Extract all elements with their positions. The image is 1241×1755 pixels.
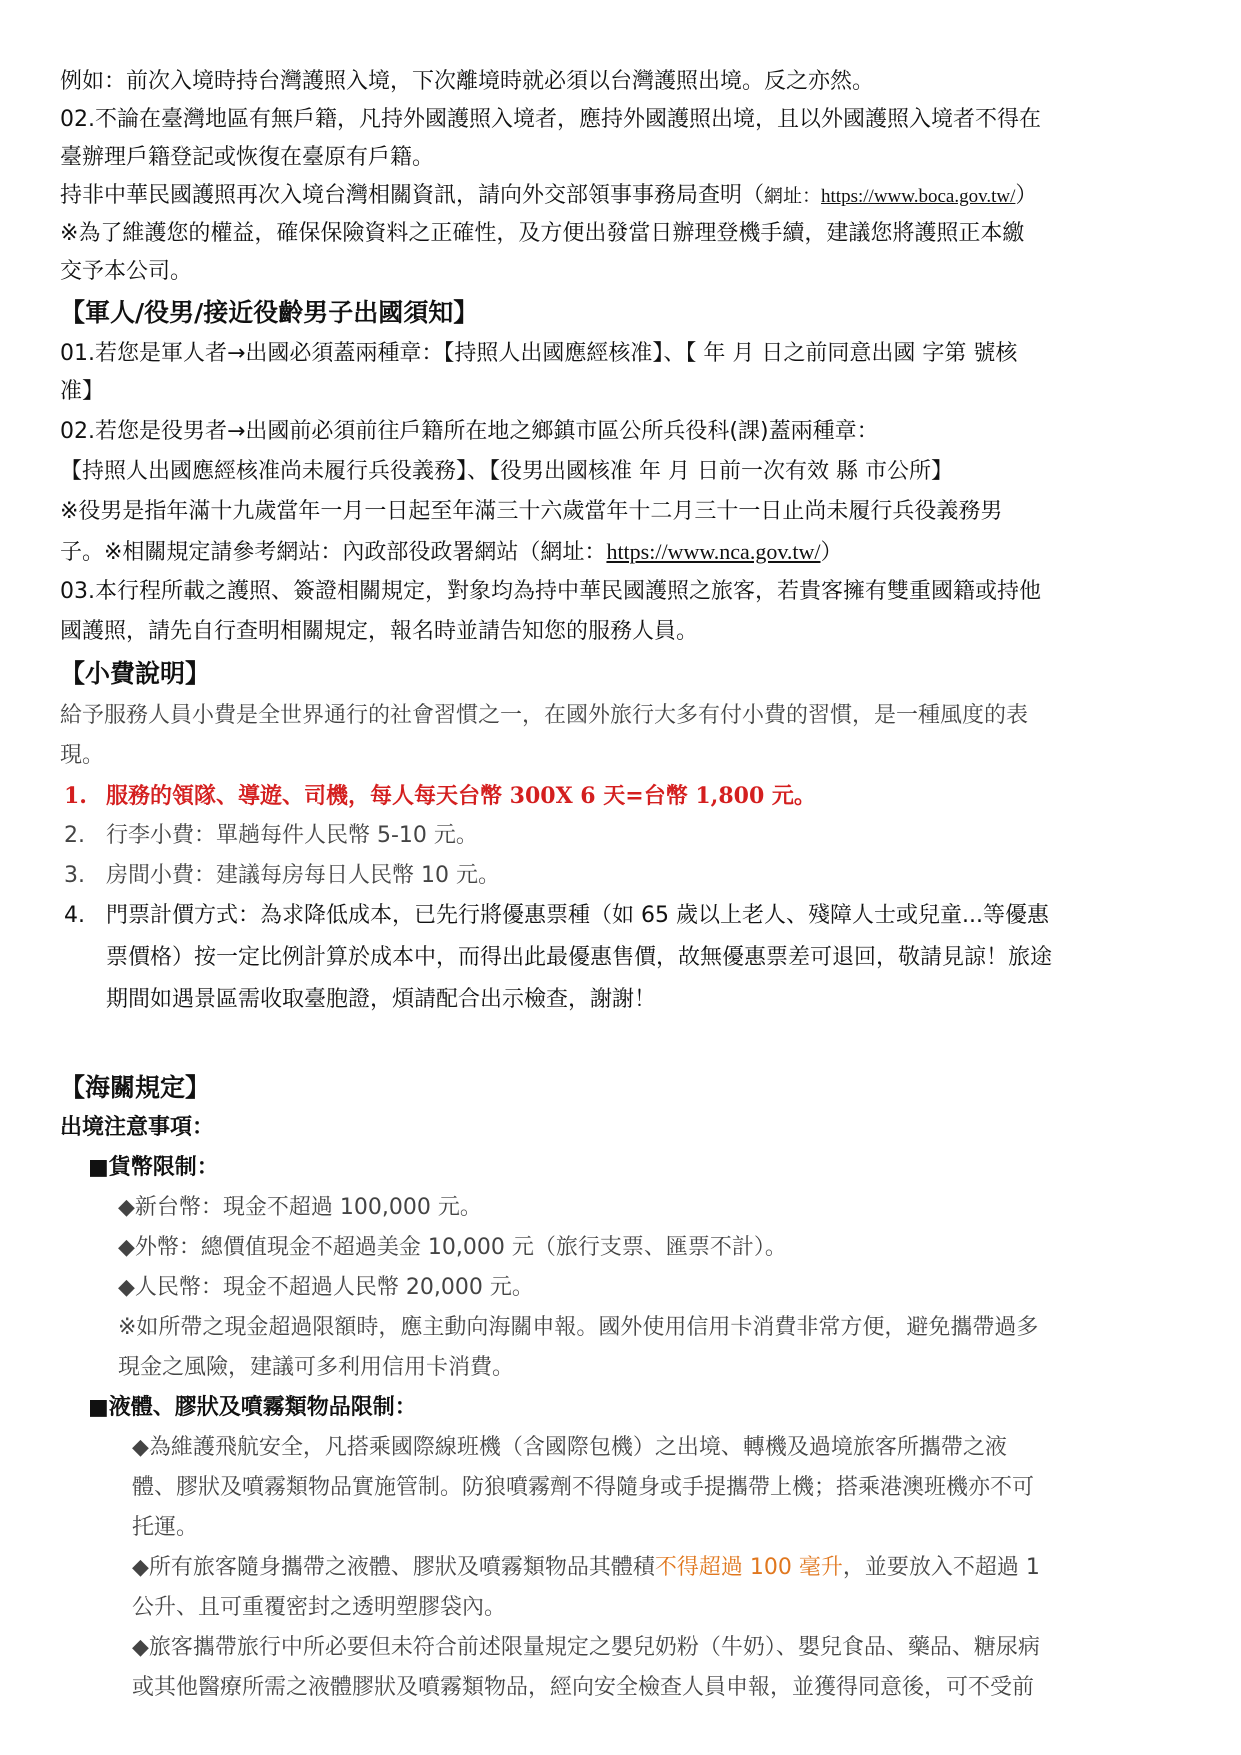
liquids-rule-3-line2: 或其他醫療所需之液體膠狀及噴霧類物品，經向安全檢查人員申報，並獲得同意後，可不受前 [132, 1675, 1035, 1700]
tips-item-4-line2: 票價格）按一定比例計算於成本中，而得出此最優惠售價，故無優惠票差可退回，敬請見諒！旅途 [106, 945, 1053, 970]
tips-intro-line1: 給予服務人員小費是全世界通行的社會習慣之一，在國外旅行大多有付小費的習慣，是一種風度的表 [60, 703, 1029, 728]
currency-limit-heading: ■貨幣限制： [88, 1155, 219, 1180]
liquids-rule-2-line2: 公升、且可重覆密封之透明塑膠袋內。 [132, 1595, 507, 1620]
nca-link[interactable]: https://www.nca.gov.tw/ [606, 539, 821, 564]
currency-note-line1: ※如所帶之現金超過限額時，應主動向海關申報。國外使用信用卡消費非常方便，避免攜帶過多 [118, 1315, 1039, 1340]
tips-section-title: 【小費說明】 [60, 659, 211, 688]
boca-info-line: 持非中華民國護照再次入境台灣相關資訊，請向外交部領事事務局查明（網址：https://www.boca.gov.tw/） [60, 183, 1038, 208]
liquid-volume-limit-highlight: 不得超過 100 毫升 [654, 1555, 843, 1580]
military-section-title: 【軍人/役男/接近役齡男子出國須知】 [60, 298, 479, 327]
liquids-rule-3-line1: ◆旅客攜帶旅行中所必要但未符合前述限量規定之嬰兒奶粉（牛奶）、嬰兒食品、藥品、糖尿病 [132, 1635, 1040, 1660]
passport-rule-02-line1: 02.不論在臺灣地區有無戶籍，凡持外國護照入境者，應持外國護照出境，且以外國護照入境者不得在 [60, 107, 1041, 132]
currency-rmb: ◆人民幣：現金不超過人民幣 20,000 元。 [118, 1275, 534, 1300]
passport-original-note-line2: 交予本公司。 [60, 259, 193, 284]
liquids-limit-heading: ■液體、膠狀及噴霧類物品限制： [88, 1395, 417, 1420]
military-rule-02-line2: 【持照人出國應經核准尚未履行兵役義務】、【役男出國核准 年 月 日前一次有效 縣 市公所】 [60, 459, 953, 484]
conscript-definition-line2: 子。※相關規定請參考網站：內政部役政署網站（網址：https://www.nca.gov.tw/） [60, 539, 843, 565]
departure-notes-heading: 出境注意事項： [60, 1115, 215, 1140]
passport-original-note-line1: ※為了維護您的權益，確保保險資料之正確性，及方便出發當日辦理登機手續，建議您將護照正本繳 [60, 221, 1025, 246]
liquids-rule-2-line1: ◆所有旅客隨身攜帶之液體、膠狀及噴霧類物品其體積不得超過 100 毫升，並要放入不超過 1 [132, 1555, 1040, 1580]
liquids-rule-1-line3: 托運。 [132, 1515, 199, 1540]
military-rule-01-line2: 准】 [60, 379, 105, 404]
tips-item-1: 1. 服務的領隊、導遊、司機，每人每天台幣 300X 6 天=台幣 1,800 元。 [64, 783, 816, 809]
tips-item-4: 4. 門票計價方式：為求降低成本，已先行將優惠票種（如 65 歲以上老人、殘障人士或兒童...等優惠 [64, 903, 1049, 928]
tips-item-4-line3: 期間如遇景區需收取臺胞證，煩請配合出示檢查，謝謝！ [106, 987, 657, 1012]
currency-foreign: ◆外幣：總價值現金不超過美金 10,000 元（旅行支票、匯票不計）。 [118, 1235, 787, 1260]
tips-item-2: 2. 行李小費：單趟每件人民幣 5-10 元。 [64, 823, 478, 848]
passport-rule-example: 例如：前次入境時持台灣護照入境，下次離境時就必須以台灣護照出境。反之亦然。 [60, 69, 875, 94]
tips-intro-line2: 現。 [60, 743, 105, 768]
military-rule-03-line2: 國護照，請先自行查明相關規定，報名時並請告知您的服務人員。 [60, 619, 699, 644]
tips-item-3: 3. 房間小費：建議每房每日人民幣 10 元。 [64, 863, 500, 888]
customs-section-title: 【海關規定】 [60, 1073, 211, 1102]
military-rule-02-line1: 02.若您是役男者→出國前必須前往戶籍所在地之鄉鎮市區公所兵役科(課)蓋兩種章： [60, 419, 879, 444]
military-rule-01-line1: 01.若您是軍人者→出國必須蓋兩種章：【持照人出國應經核准】、【 年 月 日之前同意出國 字第 號核 [60, 341, 1018, 366]
conscript-definition-line1: ※役男是指年滿十九歲當年一月一日起至年滿三十六歲當年十二月三十一日止尚未履行兵役義務男 [60, 499, 1003, 524]
currency-note-line2: 現金之風險，建議可多利用信用卡消費。 [118, 1355, 515, 1380]
liquids-rule-1-line1: ◆為維護飛航安全，凡搭乘國際線班機（含國際包機）之出境、轉機及過境旅客所攜帶之液 [132, 1435, 1007, 1460]
liquids-rule-1-line2: 體、膠狀及噴霧類物品實施管制。防狼噴霧劑不得隨身或手提攜帶上機；搭乘港澳班機亦不可 [132, 1475, 1035, 1500]
currency-ntd: ◆新台幣：現金不超過 100,000 元。 [118, 1195, 482, 1220]
boca-link[interactable]: https://www.boca.gov.tw/ [821, 186, 1016, 207]
military-rule-03-line1: 03.本行程所載之護照、簽證相關規定，對象均為持中華民國護照之旅客，若貴客擁有雙重國籍或持他 [60, 579, 1041, 604]
passport-rule-02-line2: 臺辦理戶籍登記或恢復在臺原有戶籍。 [60, 145, 435, 170]
